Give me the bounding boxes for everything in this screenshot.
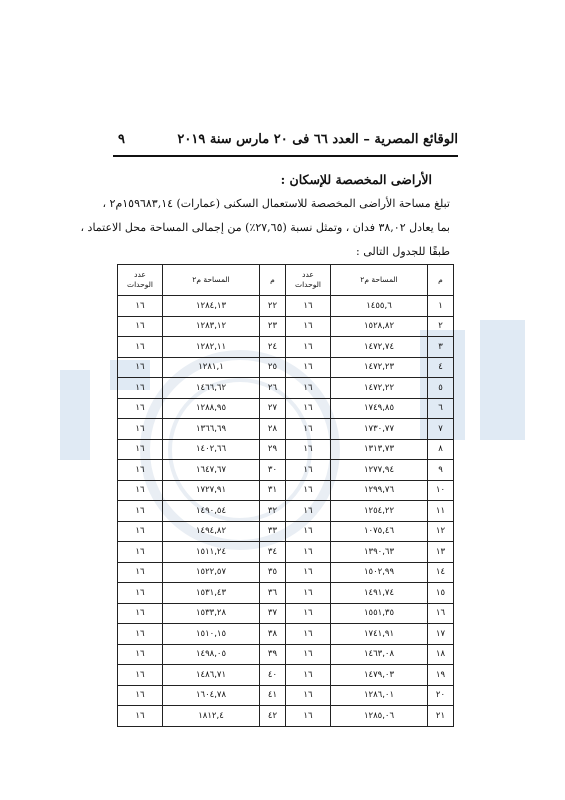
table-row: [118, 685, 454, 706]
cell-area: ١٢٨٦,٠١: [331, 685, 428, 706]
table-row: [118, 521, 454, 542]
cell-area: ١٠٧٥,٤٦: [331, 521, 428, 542]
cell-area: ١٢٥٤,٢٢: [331, 501, 428, 522]
cell-units: ١٦: [118, 316, 163, 337]
cell-area: ١٥٠٢,٩٩: [331, 562, 428, 583]
table-row: [118, 398, 454, 419]
cell-area: ١٤٧٢,٢٢: [331, 378, 428, 399]
cell-area: ١٤٧٢,٧٤: [331, 337, 428, 358]
page-number: ٩: [118, 132, 125, 147]
cell-area: ١٤٩٨,٠٥: [163, 644, 260, 665]
cell-num: ٣٩: [260, 644, 286, 665]
cell-units: ١٦: [286, 562, 331, 583]
cell-area: ١٢٨٤,١٣: [163, 296, 260, 317]
header-units: عدد الوحدات: [118, 265, 163, 296]
paragraph-line: طبقًا للجدول التالى :: [356, 245, 450, 258]
cell-num: ٦: [428, 398, 454, 419]
cell-area: ١٤٧٩,٠٣: [331, 665, 428, 686]
cell-area: ١٧٣٠,٧٧: [331, 419, 428, 440]
cell-area: ١٤٩٤,٨٢: [163, 521, 260, 542]
cell-area: ١٥٥١,٣٥: [331, 603, 428, 624]
cell-area: ١٦٤٧,٦٧: [163, 460, 260, 481]
cell-units: ١٦: [118, 501, 163, 522]
table-row: [118, 316, 454, 337]
cell-area: ١٥٢٨,٨٢: [331, 316, 428, 337]
cell-units: ١٦: [286, 583, 331, 604]
cell-num: ٢: [428, 316, 454, 337]
cell-num: ٣٥: [260, 562, 286, 583]
cell-area: ١٤٦٦,٦٢: [163, 378, 260, 399]
cell-units: ١٦: [286, 316, 331, 337]
cell-num: ٣٢: [260, 501, 286, 522]
table-row: [118, 583, 454, 604]
cell-area: ١٢٨١,١: [163, 357, 260, 378]
cell-num: ١٦: [428, 603, 454, 624]
table-row: [118, 357, 454, 378]
table-row: [118, 378, 454, 399]
cell-units: ١٦: [286, 419, 331, 440]
cell-num: ٤٢: [260, 706, 286, 727]
table-row: [118, 706, 454, 727]
cell-units: ١٦: [118, 480, 163, 501]
cell-units: ١٦: [286, 480, 331, 501]
cell-units: ١٦: [286, 685, 331, 706]
cell-area: ١٥١١,٢٤: [163, 542, 260, 563]
cell-num: ١٢: [428, 521, 454, 542]
table-row: [118, 337, 454, 358]
cell-units: ١٦: [286, 706, 331, 727]
table-row: [118, 624, 454, 645]
header-units: عدد الوحدات: [286, 265, 331, 296]
cell-num: ٢٤: [260, 337, 286, 358]
land-table: [117, 264, 454, 727]
table-row: [118, 542, 454, 563]
table-row: [118, 439, 454, 460]
paragraph-line: بما يعادل ٣٨,٠٢ فدان ، وتمثل نسبة (٢٧,٦٥٪) من إجمالى المساحة محل الاعتماد ،: [80, 221, 450, 234]
page-header: [118, 132, 458, 154]
cell-area: ١٧٤١,٩١: [331, 624, 428, 645]
cell-num: ٧: [428, 419, 454, 440]
cell-num: ١٥: [428, 583, 454, 604]
cell-area: ١٤٦٣,٠٨: [331, 644, 428, 665]
header-area: المساحة م٢: [163, 265, 260, 296]
cell-area: ١٢٨٢,١١: [163, 337, 260, 358]
cell-num: ٢٣: [260, 316, 286, 337]
table-row: [118, 665, 454, 686]
cell-num: ١٣: [428, 542, 454, 563]
cell-units: ١٦: [286, 357, 331, 378]
cell-num: ٢١: [428, 706, 454, 727]
cell-area: ١٢٨٥,٠٦: [331, 706, 428, 727]
cell-units: ١٦: [286, 501, 331, 522]
table-row: [118, 480, 454, 501]
cell-units: ١٦: [286, 439, 331, 460]
cell-area: ١٧٤٩,٨٥: [331, 398, 428, 419]
cell-num: ١١: [428, 501, 454, 522]
cell-units: ١٦: [286, 296, 331, 317]
table-row: [118, 460, 454, 481]
cell-num: ١٤: [428, 562, 454, 583]
cell-area: ١٤٧٢,٢٣: [331, 357, 428, 378]
cell-num: ١٩: [428, 665, 454, 686]
cell-area: ١٥١٠,١٥: [163, 624, 260, 645]
cell-units: ١٦: [118, 644, 163, 665]
cell-units: ١٦: [118, 521, 163, 542]
table-row: [118, 296, 454, 317]
header-rule: [113, 155, 458, 157]
cell-area: ١٦٠٤,٧٨: [163, 685, 260, 706]
table-row: [118, 603, 454, 624]
cell-units: ١٦: [118, 685, 163, 706]
cell-area: ١٤٠٢,٦٦: [163, 439, 260, 460]
header-num: م: [260, 265, 286, 296]
cell-num: ٣٦: [260, 583, 286, 604]
cell-area: ١٤٥٥,٦: [331, 296, 428, 317]
cell-units: ١٦: [118, 419, 163, 440]
cell-num: ٣٠: [260, 460, 286, 481]
cell-num: ٣٣: [260, 521, 286, 542]
cell-area: ١٤٩١,٧٤: [331, 583, 428, 604]
cell-area: ١٧٢٧,٩١: [163, 480, 260, 501]
cell-num: ١٠: [428, 480, 454, 501]
cell-units: ١٦: [118, 398, 163, 419]
cell-units: ١٦: [118, 439, 163, 460]
gazette-title: الوقائع المصرية – العدد ٦٦ فى ٢٠ مارس سنة ٢٠١٩: [177, 132, 458, 147]
header-area: المساحة م٢: [331, 265, 428, 296]
cell-units: ١٦: [286, 624, 331, 645]
cell-units: ١٦: [118, 603, 163, 624]
section-title: الأراضى المخصصة للإسكان :: [280, 172, 432, 187]
cell-units: ١٦: [118, 460, 163, 481]
cell-num: ٤: [428, 357, 454, 378]
cell-units: ١٦: [286, 542, 331, 563]
cell-num: ٢٠: [428, 685, 454, 706]
cell-num: ٢٧: [260, 398, 286, 419]
cell-area: ١٤٩٠,٥٤: [163, 501, 260, 522]
cell-units: ١٦: [118, 357, 163, 378]
cell-units: ١٦: [118, 562, 163, 583]
cell-units: ١٦: [286, 337, 331, 358]
header-num: م: [428, 265, 454, 296]
cell-units: ١٦: [118, 296, 163, 317]
cell-area: ١٤٨٦,٧١: [163, 665, 260, 686]
cell-num: ٣٤: [260, 542, 286, 563]
cell-num: ٣٧: [260, 603, 286, 624]
cell-units: ١٦: [118, 542, 163, 563]
cell-area: ١٢٨٨,٩٥: [163, 398, 260, 419]
cell-area: ١٢٧٧,٩٤: [331, 460, 428, 481]
cell-num: ٢٥: [260, 357, 286, 378]
cell-num: ٢٩: [260, 439, 286, 460]
cell-area: ١٣١٣,٧٣: [331, 439, 428, 460]
cell-area: ١٥٣٣,٢٨: [163, 603, 260, 624]
table-row: [118, 501, 454, 522]
cell-area: ١٣٩٠,٦٣: [331, 542, 428, 563]
cell-units: ١٦: [286, 378, 331, 399]
cell-num: ٨: [428, 439, 454, 460]
cell-units: ١٦: [286, 665, 331, 686]
cell-num: ٩: [428, 460, 454, 481]
cell-units: ١٦: [118, 583, 163, 604]
cell-area: ١٢٨٣,١٢: [163, 316, 260, 337]
cell-num: ٤١: [260, 685, 286, 706]
cell-num: ٣٨: [260, 624, 286, 645]
cell-area: ١٥٣١,٤٣: [163, 583, 260, 604]
cell-num: ٢٦: [260, 378, 286, 399]
cell-units: ١٦: [118, 378, 163, 399]
cell-num: ٤٠: [260, 665, 286, 686]
table-row: [118, 419, 454, 440]
cell-num: ٢٢: [260, 296, 286, 317]
cell-units: ١٦: [286, 521, 331, 542]
table-row: [118, 562, 454, 583]
cell-units: ١٦: [286, 603, 331, 624]
cell-area: ١٣٦٦,٦٩: [163, 419, 260, 440]
cell-num: ٥: [428, 378, 454, 399]
paragraph-line: تبلغ مساحة الأراضى المخصصة للاستعمال السكنى (عمارات) ١٥٩٦٨٣,١٤م٢ ،: [102, 197, 450, 210]
cell-num: ٣١: [260, 480, 286, 501]
cell-num: ١٨: [428, 644, 454, 665]
cell-units: ١٦: [118, 665, 163, 686]
cell-units: ١٦: [286, 644, 331, 665]
cell-area: ١٨١٢,٤: [163, 706, 260, 727]
cell-units: ١٦: [118, 706, 163, 727]
cell-area: ١٥٢٢,٥٧: [163, 562, 260, 583]
cell-units: ١٦: [118, 337, 163, 358]
cell-units: ١٦: [286, 398, 331, 419]
cell-units: ١٦: [286, 460, 331, 481]
cell-num: ٣: [428, 337, 454, 358]
cell-num: ٢٨: [260, 419, 286, 440]
table-row: [118, 644, 454, 665]
cell-num: ١: [428, 296, 454, 317]
cell-num: ١٧: [428, 624, 454, 645]
cell-area: ١٢٩٩,٧٦: [331, 480, 428, 501]
table-header-row: [118, 265, 454, 296]
cell-units: ١٦: [118, 624, 163, 645]
